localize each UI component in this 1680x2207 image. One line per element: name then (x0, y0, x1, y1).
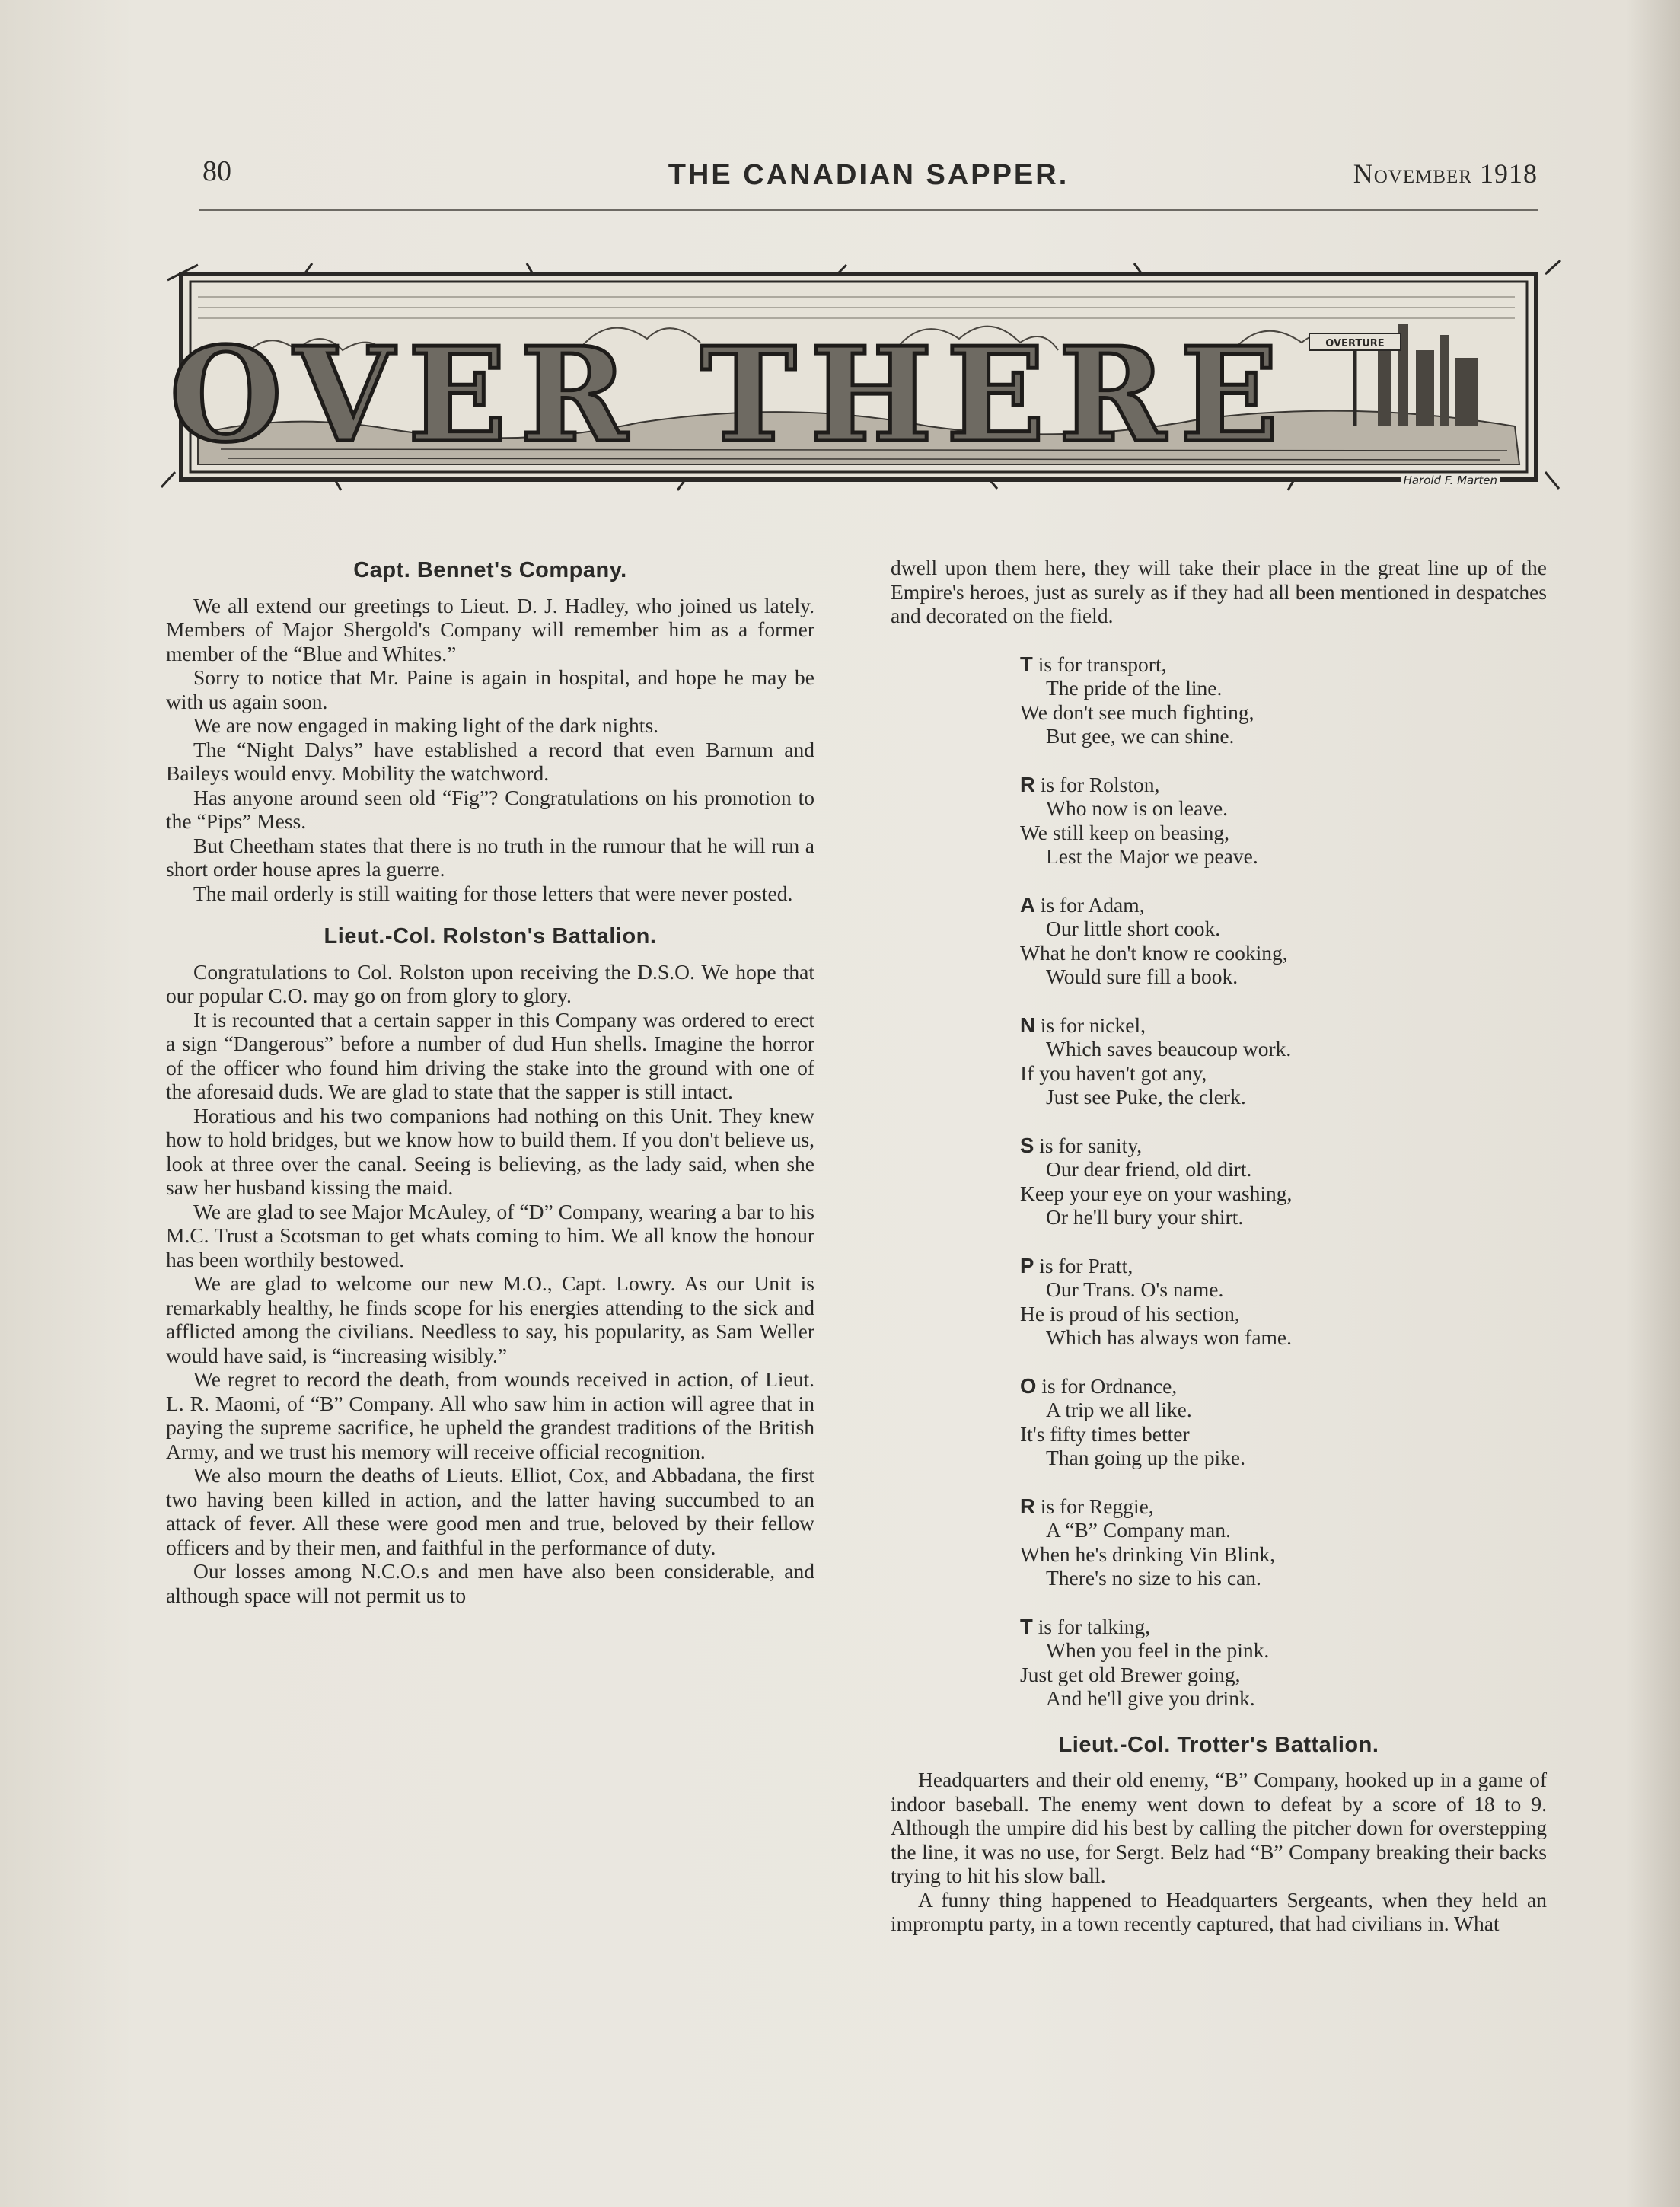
banner-signature: Harold F. Marten (1401, 474, 1500, 487)
stanza-line: is for transport, (1032, 652, 1167, 676)
stanza-line: Just get old Brewer going, (1020, 1662, 1241, 1686)
stanza-line: is for Pratt, (1034, 1253, 1133, 1277)
stanza-initial: A (1020, 892, 1035, 917)
paragraph: We also mourn the deaths of Lieuts. Elliot, Cox, and Abbadana, the first two having been killed in action, and the latter having succumbed to an attack of fever. All these were good men and true, beloved by their fellow officers and by their men, and faithful in the performance of duty. (166, 1463, 814, 1559)
stanza-line: If you haven't got any, (1020, 1060, 1207, 1085)
stanza-initial: R (1020, 772, 1035, 796)
paragraph: Horatious and his two companions had nothing on this Unit. They knew how to hold bridges, but we know how to build them. If you don't believe us, look at three over the canal. Seeing is believing, as the lady said, when she saw her husband kissing the maid. (166, 1103, 814, 1199)
banner-illustration (152, 244, 1564, 509)
stanza-line: Than going up the pike. (1046, 1446, 1245, 1469)
stanza-line: is for nickel, (1034, 1013, 1146, 1037)
paragraph: It is recounted that a certain sapper in this Company was ordered to erect a sign “Dangerous” before a number of dud Hun shells. Imagine the horror of the officer who found him driving the stake into the ground with one of the aforesaid duds. We are glad to state that the sapper is still intact. (166, 1007, 814, 1103)
paragraph: We are glad to welcome our new M.O., Capt. Lowry. As our Unit is remarkably healthy, he finds scope for his energies attending to the sick and afflicted among the civilians. Needless to say, his popularity, as Sam Weller would have said, is “increasing wisibly.” (166, 1271, 814, 1367)
poem-stanza (1020, 773, 1547, 869)
stanza-line: Which has always won fame. (1046, 1325, 1293, 1349)
stanza-line: And he'll give you drink. (1046, 1686, 1255, 1710)
over-there-banner (152, 244, 1564, 509)
paragraph: Congratulations to Col. Rolston upon receiving the D.S.O. We hope that our popular C.O. may go on from glory to glory. (166, 959, 814, 1007)
stanza-line: Or he'll bury your shirt. (1046, 1205, 1244, 1229)
paragraph: But Cheetham states that there is no truth in the rumour that he will run a short order house apres la guerre. (166, 833, 814, 881)
poem-stanza (1020, 1013, 1547, 1109)
heading-rolston-battalion: Lieut.-Col. Rolston's Battalion. (324, 924, 657, 949)
paragraph: Our losses among N.C.O.s and men have also been considerable, and although space will not permit us to (166, 1559, 814, 1607)
stanza-initial: O (1020, 1373, 1037, 1398)
stanza-initial: R (1020, 1494, 1035, 1518)
stanza-line: A trip we all like. (1046, 1398, 1192, 1421)
heading-trotter-battalion: Lieut.-Col. Trotter's Battalion. (1058, 1732, 1379, 1757)
stanza-line: is for Reggie, (1034, 1494, 1154, 1518)
stanza-line: There's no size to his can. (1046, 1566, 1261, 1590)
stanza-line: Who now is on leave. (1046, 796, 1229, 820)
stanza-line: He is proud of his section, (1020, 1301, 1240, 1325)
journal-title: THE CANADIAN SAPPER. (668, 159, 1070, 191)
stanza-line: Just see Puke, the clerk. (1046, 1085, 1246, 1108)
stanza-line: is for Ordnance, (1036, 1373, 1178, 1398)
stanza-line: When he's drinking Vin Blink, (1020, 1542, 1276, 1566)
stanza-line: Our little short cook. (1046, 917, 1221, 940)
stanza-line: Which saves beaucoup work. (1046, 1037, 1292, 1060)
stanza-line: is for Adam, (1034, 892, 1145, 917)
stanza-line: Our Trans. O's name. (1046, 1277, 1224, 1301)
stanza-line: What he don't know re cooking, (1020, 940, 1288, 965)
poem-stanza (1020, 1374, 1547, 1470)
stanza-line: But gee, we can shine. (1046, 724, 1235, 748)
page-number: 80 (202, 155, 231, 187)
paragraph: Has anyone around seen old “Fig”? Congratulations on his promotion to the “Pips” Mess. (166, 785, 814, 833)
paragraph: We are now engaged in making light of the dark nights. (193, 713, 659, 737)
continuation-paragraph: dwell upon them here, they will take their place in the great line up of the Empire's heroes, just as surely as if they had all been mentioned in despatches and decorated on the field. (891, 556, 1547, 627)
paragraph: The mail orderly is still waiting for those letters that were never posted. (193, 881, 793, 905)
left-column (166, 559, 814, 1607)
banner-title: OVER THERE (169, 319, 1293, 471)
right-column (891, 556, 1547, 1936)
stanza-line: Lest the Major we peave. (1046, 844, 1258, 868)
stanza-line: A “B” Company man. (1046, 1518, 1231, 1542)
stanza-line: The pride of the line. (1046, 676, 1223, 700)
stanza-line: Keep your eye on your washing, (1020, 1181, 1293, 1205)
banner-signpost: OVERTURE (1325, 338, 1385, 349)
stanza-initial: P (1020, 1253, 1034, 1277)
poem-stanza (1020, 1615, 1547, 1711)
stanza-line: Our dear friend, old dirt. (1046, 1157, 1252, 1181)
paragraph: The “Night Dalys” have established a record that even Barnum and Baileys would envy. Mobility the watchword. (166, 737, 814, 785)
stanza-initial: N (1020, 1013, 1035, 1037)
poem-stanza (1020, 652, 1547, 748)
stanza-line: is for sanity, (1034, 1133, 1143, 1157)
transport-poem (1020, 652, 1547, 1711)
poem-stanza (1020, 1134, 1547, 1229)
poem-stanza (1020, 893, 1547, 989)
heading-bennet-company: Capt. Bennet's Company. (353, 558, 627, 582)
paragraph: A funny thing happened to Headquarters Sergeants, when they held an impromptu party, in a town recently captured, that had civilians in. What (891, 1887, 1547, 1935)
stanza-initial: T (1020, 1614, 1033, 1638)
paragraph: Headquarters and their old enemy, “B” Company, hooked up in a game of indoor baseball. The enemy went down to defeat by a score of 18 to 9. Although the umpire did his best by calling the pitcher down for overstepping the line, it was no use, for Sergt. Belz had “B” Company breaking their backs trying to hit his slow ball. (891, 1768, 1547, 1887)
poem-stanza (1020, 1254, 1547, 1350)
stanza-line: When you feel in the pink. (1046, 1638, 1270, 1662)
paragraph: We all extend our greetings to Lieut. D. J. Hadley, who joined us lately. Members of Major Shergold's Company will remember him as a former member of the “Blue and Whites.” (166, 593, 814, 665)
stanza-line: We still keep on beasing, (1020, 820, 1230, 844)
stanza-line: is for Rolston, (1034, 772, 1160, 796)
stanza-line: We don't see much fighting, (1020, 700, 1254, 724)
stanza-initial: S (1020, 1133, 1034, 1157)
paragraph: We are glad to see Major McAuley, of “D” Company, wearing a bar to his M.C. Trust a Scotsman to get whats coming to him. We all know the honour has been worthily bestowed. (166, 1199, 814, 1271)
paragraph: Sorry to notice that Mr. Paine is again in hospital, and hope he may be with us again soon. (166, 665, 814, 713)
stanza-line: Would sure fill a book. (1046, 965, 1238, 988)
poem-stanza (1020, 1494, 1547, 1590)
paragraph: We regret to record the death, from wounds received in action, of Lieut. L. R. Maomi, of “B” Company. All who saw him in action will agree that in paying the supreme sacrifice, he upheld the grandest traditions of the British Army, and we trust his memory will receive official recognition. (166, 1367, 814, 1463)
stanza-line: It's fifty times better (1020, 1421, 1190, 1446)
page-header (199, 148, 1538, 211)
stanza-line: is for talking, (1032, 1614, 1151, 1638)
stanza-initial: T (1020, 652, 1033, 676)
page-spine-shadow (1627, 0, 1680, 2207)
issue-date: November 1918 (1353, 158, 1538, 189)
